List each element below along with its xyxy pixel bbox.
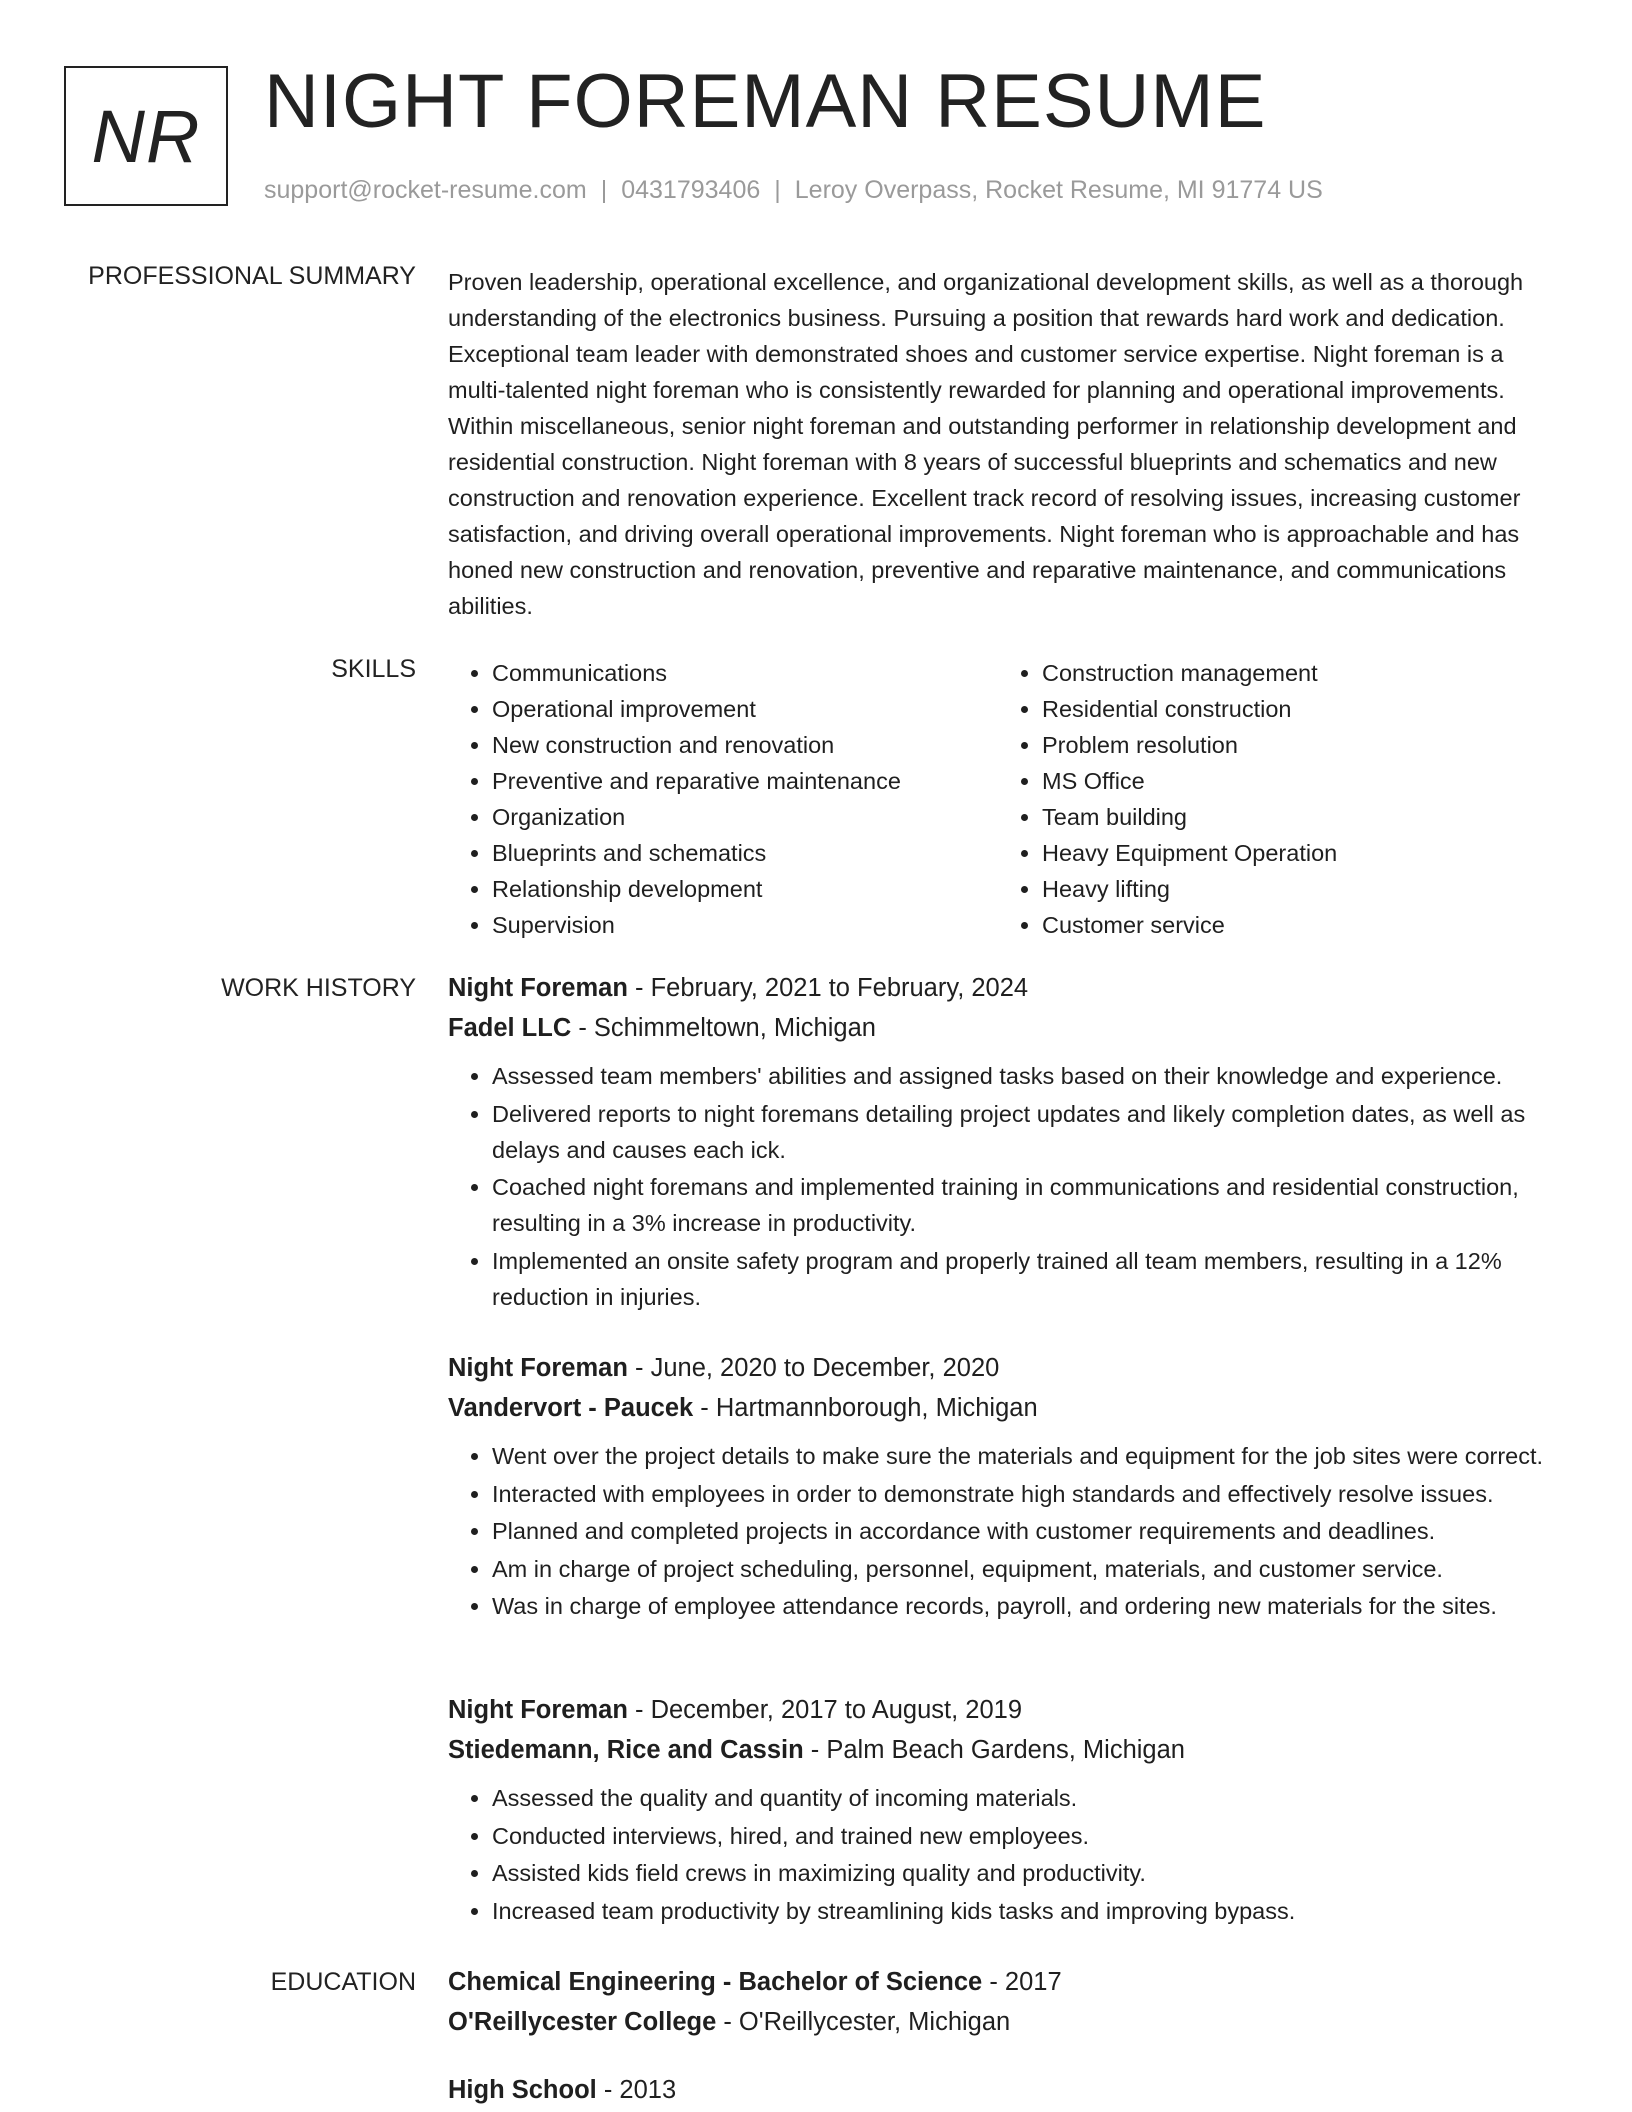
job-location: - Schimmeltown, Michigan [571, 1014, 876, 1042]
job-location: - Hartmannborough, Michigan [693, 1394, 1038, 1422]
skills-columns [448, 655, 1563, 943]
job-title: Night Foreman [448, 1696, 628, 1724]
job-bullet: • Increased team productivity by streamlining kids tasks and improving bypass. [492, 1893, 1563, 1929]
contact-email[interactable]: support@rocket-resume.com [264, 176, 587, 204]
skills-label: SKILLS [331, 655, 416, 683]
skill-item: • Supervision [492, 907, 998, 943]
job-company-line [448, 1730, 1563, 1770]
skill-item: • MS Office [1042, 763, 1548, 799]
job-bullet: • Assessed the quality and quantity of incoming materials. [492, 1780, 1563, 1816]
contact-address: Leroy Overpass, Rocket Resume, MI 91774 US [794, 176, 1323, 204]
job-dates: - December, 2017 to August, 2019 [627, 1696, 1023, 1724]
job-dates: - February, 2021 to February, 2024 [627, 974, 1029, 1002]
education-year: - 2013 [596, 2076, 677, 2104]
monogram-logo: NR [64, 66, 228, 206]
job-company: Stiedemann, Rice and Cassin [448, 1736, 804, 1764]
job-bullet: • Conducted interviews, hired, and trained new employees. [492, 1818, 1563, 1854]
job-bullet: • Assisted kids field crews in maximizing quality and productivity. [492, 1855, 1563, 1891]
job-title-line [448, 1348, 1563, 1388]
job-company: Fadel LLC [448, 1014, 572, 1042]
skill-item: • Operational improvement [492, 691, 998, 727]
skill-item: • Blueprints and schematics [492, 835, 998, 871]
summary-label: PROFESSIONAL SUMMARY [88, 262, 416, 290]
contact-separator: | [774, 176, 781, 204]
contact-line [264, 176, 1323, 205]
job-bullet: • Delivered reports to night foremans detailing project updates and likely completion dates, as well as delays and causes each ick. [492, 1096, 1563, 1168]
education-school: O'Reillycester College [448, 2008, 717, 2036]
job-bullet: • Implemented an onsite safety program and properly trained all team members, resulting in a 12% reduction in injuries. [492, 1243, 1563, 1315]
job-bullets [448, 1438, 1563, 1624]
education-year: - 2017 [982, 1968, 1062, 1996]
job-bullet: • Assessed team members' abilities and assigned tasks based on their knowledge and experience. [492, 1058, 1563, 1094]
job-entry [448, 968, 1563, 1316]
education-degree-line [448, 2070, 1563, 2110]
skill-item: • Preventive and reparative maintenance [492, 763, 998, 799]
education-location: - O'Reillycester, Michigan [716, 2008, 1011, 2036]
skill-item: • Relationship development [492, 871, 998, 907]
job-title: Night Foreman [448, 974, 628, 1002]
skill-item: • Heavy lifting [1042, 871, 1548, 907]
work-history-label: WORK HISTORY [221, 974, 416, 1002]
summary-body [448, 264, 1563, 624]
education-degree: High School [448, 2076, 597, 2104]
skill-item: • Heavy Equipment Operation [1042, 835, 1548, 871]
skills-list-left [448, 655, 998, 943]
resume-title: NIGHT FOREMAN RESUME [264, 59, 1267, 144]
skill-item: • Customer service [1042, 907, 1548, 943]
job-bullet: • Was in charge of employee attendance records, payroll, and ordering new materials for the sites. [492, 1588, 1563, 1624]
education-label: EDUCATION [270, 1968, 416, 1996]
skill-item: • Communications [492, 655, 998, 691]
contact-phone[interactable]: 0431793406 [621, 176, 761, 204]
skills-list-right [998, 655, 1548, 943]
education-entry [448, 1962, 1563, 2042]
job-bullets [448, 1780, 1563, 1929]
contact-separator: | [600, 176, 608, 204]
job-bullet: • Am in charge of project scheduling, personnel, equipment, materials, and customer service. [492, 1551, 1563, 1587]
job-bullet: • Interacted with employees in order to demonstrate high standards and effectively resolve issues. [492, 1476, 1563, 1512]
job-title-line [448, 1690, 1563, 1730]
job-entry [448, 1690, 1563, 1930]
job-bullet: • Coached night foremans and implemented training in communications and residential construction, resulting in a 3% increase in productivity. [492, 1169, 1563, 1241]
education-entry [448, 2070, 1563, 2110]
education-degree-line [448, 1962, 1563, 2002]
skill-item: • Construction management [1042, 655, 1548, 691]
job-company: Vandervort - Paucek [448, 1394, 694, 1422]
job-bullet: • Went over the project details to make sure the materials and equipment for the job sites were correct. [492, 1438, 1563, 1474]
education-degree: Chemical Engineering - Bachelor of Science [448, 1968, 983, 1996]
job-bullets [448, 1058, 1563, 1315]
job-entry [448, 1348, 1563, 1626]
summary-text: Proven leadership, operational excellence, and organizational development skills, as well as a thorough understanding of the electronics business. Pursuing a position that rewards hard work and dedication. Exceptional team leader with demonstrated shoes and customer service expertise. Night foreman is a multi-talented night foreman who is consistently rewarded for planning and operational improvements. Within miscellaneous, senior night foreman and outstanding performer in relationship development and residential construction. Night foreman with 8 years of successful blueprints and schematics and new construction and renovation experience. Excellent track record of resolving issues, increasing customer satisfaction, and driving overall operational improvements. Night foreman who is approachable and has honed new construction and renovation, preventive and reparative maintenance, and communications abilities. [448, 269, 1524, 619]
skill-item: • Problem resolution [1042, 727, 1548, 763]
job-title: Night Foreman [448, 1354, 628, 1382]
job-company-line [448, 1008, 1563, 1048]
job-title-line [448, 968, 1563, 1008]
job-bullet: • Planned and completed projects in accordance with customer requirements and deadlines. [492, 1513, 1563, 1549]
skill-item: • Team building [1042, 799, 1548, 835]
education-school-line [448, 2002, 1563, 2042]
job-company-line [448, 1388, 1563, 1428]
skill-item: • Residential construction [1042, 691, 1548, 727]
job-location: - Palm Beach Gardens, Michigan [803, 1736, 1185, 1764]
job-dates: - June, 2020 to December, 2020 [627, 1354, 1000, 1382]
skill-item: • New construction and renovation [492, 727, 998, 763]
skills-body [448, 655, 1563, 943]
skill-item: • Organization [492, 799, 998, 835]
